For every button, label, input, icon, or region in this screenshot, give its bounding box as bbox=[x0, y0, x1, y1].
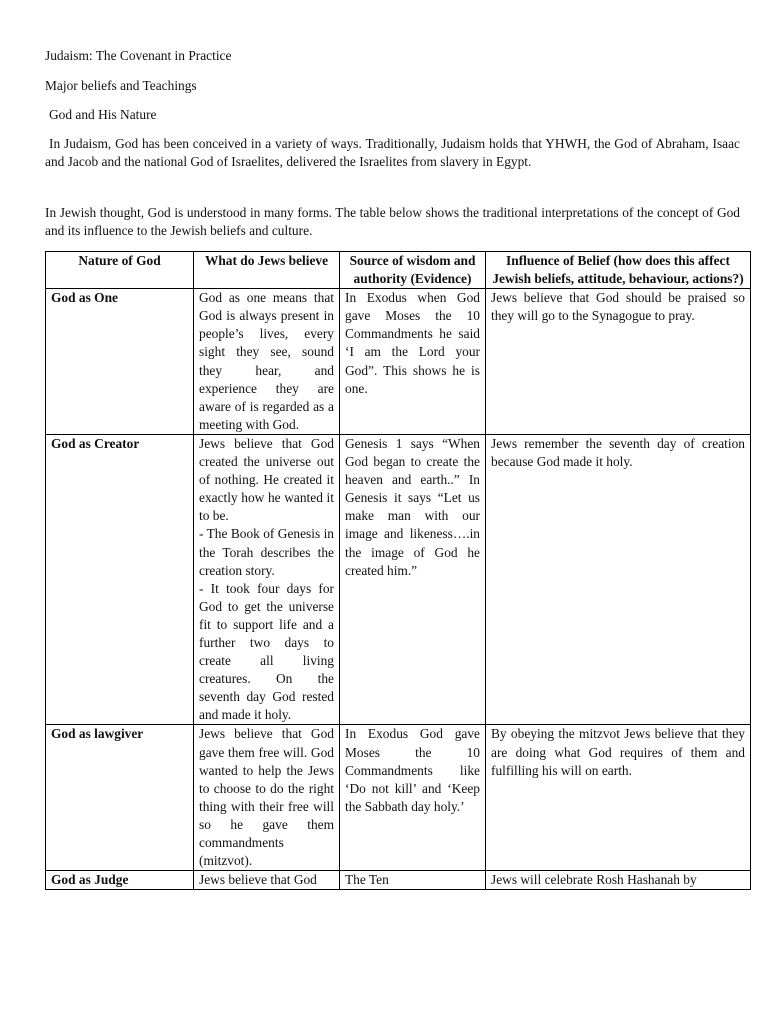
row-believe bbox=[194, 725, 340, 871]
document-subtitle: Major beliefs and Teachings bbox=[45, 78, 197, 93]
row-source: In Exodus when God gave Moses the 10 Commandments he said ‘I am the Lord your God”. This shows he is one. bbox=[340, 289, 486, 435]
intro-paragraph: In Judaism, God has been conceived in a variety of ways. Traditionally, Judaism holds that YHWH, the God of Abraham, Isaac and Jacob and the national God of Israelites, delivered the Israelites from slavery in Egypt. bbox=[45, 136, 740, 170]
row-believe bbox=[194, 434, 340, 725]
believe-text: Jews believe that God bbox=[199, 872, 317, 888]
row-believe bbox=[194, 289, 340, 435]
row-nature: God as lawgiver bbox=[46, 725, 194, 871]
row-nature: God as One bbox=[46, 289, 194, 435]
header-source: Source of wisdom and authority (Evidence) bbox=[340, 252, 486, 289]
table-row bbox=[46, 289, 751, 435]
row-believe bbox=[194, 871, 340, 890]
table-row bbox=[46, 434, 751, 725]
believe-text: God as one means that God is always present in people’s lives, every sight they see, sound they hear, and experience they are aware of is regarded as a meeting with God. bbox=[199, 290, 334, 432]
believe-text: Jews believe that God created the universe out of nothing. He created it exactly how he wanted it to be. bbox=[199, 435, 334, 524]
row-influence: Jews remember the seventh day of creation because God made it holy. bbox=[486, 434, 751, 725]
believe-bullet: - It took four days for God to get the universe fit to support life and a further two days to create all living creatures. On the seventh day God rested and made it holy. bbox=[199, 580, 334, 723]
table-header-row bbox=[46, 252, 751, 289]
second-paragraph: In Jewish thought, God is understood in many forms. The table below shows the traditional interpretations of the concept of God and its influence to the Jewish beliefs and culture. bbox=[45, 205, 740, 239]
row-influence: Jews will celebrate Rosh Hashanah by bbox=[486, 871, 751, 890]
header-nature: Nature of God bbox=[46, 252, 194, 289]
row-source: Genesis 1 says “When God began to create the heaven and earth..” In Genesis it says “Let us make man with our image and likeness….in the image of God he created him.” bbox=[340, 434, 486, 725]
table-row bbox=[46, 725, 751, 871]
row-influence: Jews believe that God should be praised so they will go to the Synagogue to pray. bbox=[486, 289, 751, 435]
believe-bullet: - The Book of Genesis in the Torah describes the creation story. bbox=[199, 526, 334, 578]
believe-text: Jews believe that God gave them free will. God wanted to help the Jews to choose to do the right thing with their free will so he gave them commandments (mitzvot). bbox=[199, 726, 334, 869]
header-influence: Influence of Belief (how does this affect Jewish beliefs, attitude, behaviour, actions?) bbox=[486, 252, 751, 289]
table-row bbox=[46, 871, 751, 890]
document-title: Judaism: The Covenant in Practice bbox=[45, 48, 232, 63]
row-influence: By obeying the mitzvot Jews believe that they are doing what God requires of them and fulfilling his will on earth. bbox=[486, 725, 751, 871]
row-nature: God as Creator bbox=[46, 434, 194, 725]
row-source: In Exodus God gave Moses the 10 Commandments like ‘Do not kill’ and ‘Keep the Sabbath day holy.’ bbox=[340, 725, 486, 871]
row-nature: God as Judge bbox=[46, 871, 194, 890]
section-heading: God and His Nature bbox=[49, 107, 157, 122]
row-source: The Ten bbox=[340, 871, 486, 890]
beliefs-table bbox=[45, 251, 751, 890]
header-believe: What do Jews believe bbox=[194, 252, 340, 289]
